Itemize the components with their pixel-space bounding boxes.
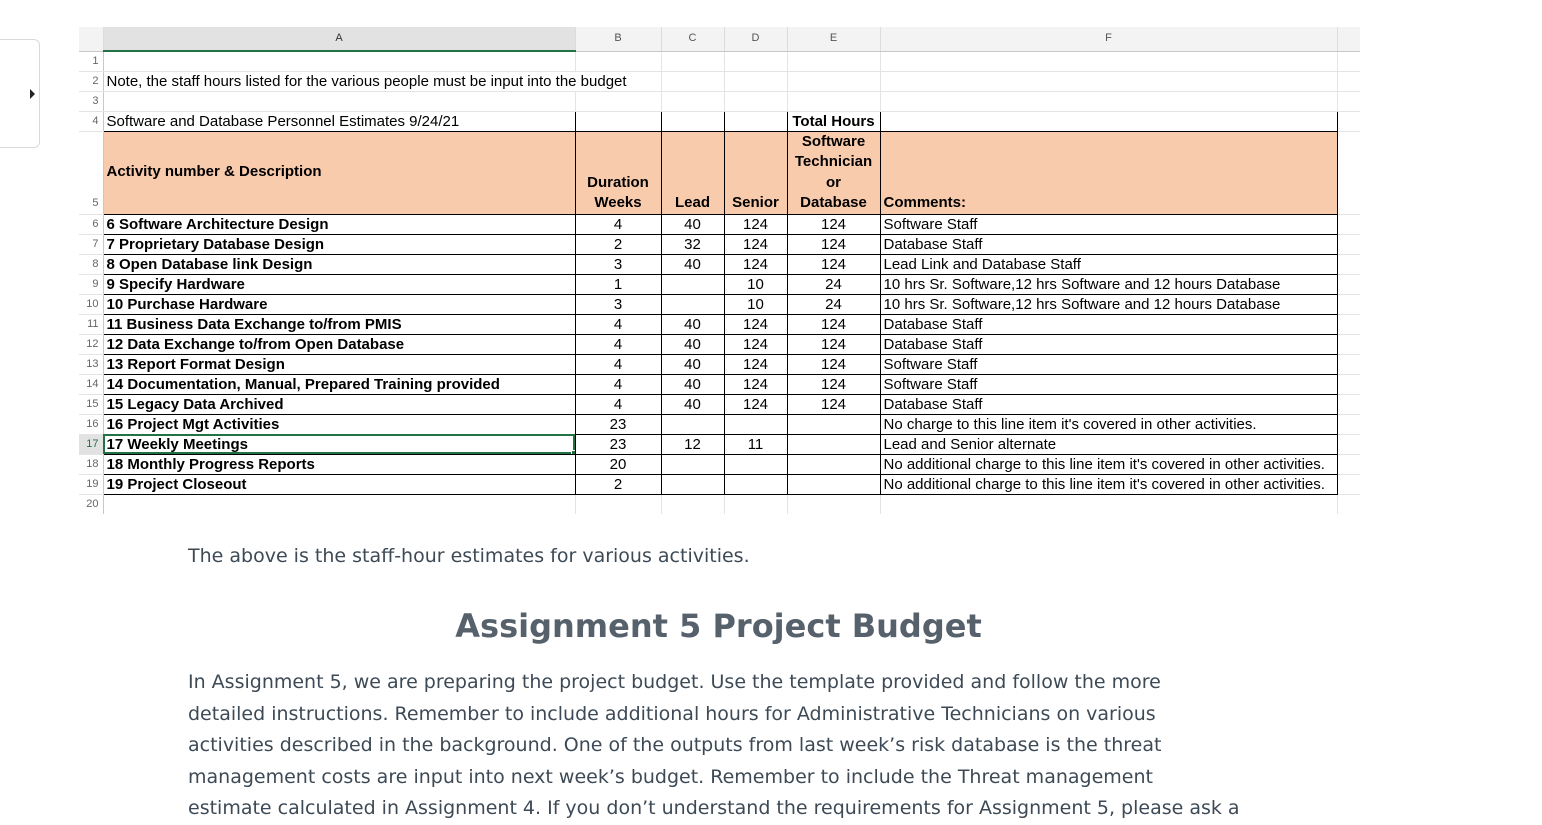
row-number[interactable]: 11 xyxy=(79,314,103,334)
instructions-paragraph xyxy=(188,667,1288,825)
row-number[interactable]: 3 xyxy=(79,91,103,111)
row-number[interactable]: 12 xyxy=(79,334,103,354)
column-header[interactable]: E xyxy=(787,27,880,51)
duration-cell[interactable]: 4 xyxy=(575,214,661,234)
senior-cell[interactable]: 124 xyxy=(724,254,787,274)
budget-note: Note, the staff hours listed for the various people must be input into the budget xyxy=(103,71,661,91)
duration-cell[interactable]: 2 xyxy=(575,234,661,254)
comment-cell[interactable]: 10 hrs Sr. Software,12 hrs Software and 12 hours Database xyxy=(880,274,1337,294)
table-row xyxy=(79,334,1360,354)
senior-cell[interactable]: 10 xyxy=(724,294,787,314)
lead-cell[interactable] xyxy=(661,294,724,314)
comment-cell[interactable]: Lead Link and Database Staff xyxy=(880,254,1337,274)
paragraph-line: management costs are input into next week’s budget. Remember to include the Threat management xyxy=(188,765,1153,788)
senior-cell[interactable]: 124 xyxy=(724,234,787,254)
comment-cell[interactable]: No charge to this line item it's covered in other activities. xyxy=(880,414,1337,434)
table-row xyxy=(79,234,1360,254)
table-row xyxy=(79,314,1360,334)
expand-arrow-icon xyxy=(30,89,35,99)
comment-cell[interactable]: 10 hrs Sr. Software,12 hrs Software and 12 hours Database xyxy=(880,294,1337,314)
activity-cell[interactable]: 16 Project Mgt Activities xyxy=(103,414,575,434)
comment-cell[interactable]: Database Staff xyxy=(880,314,1337,334)
technician-header: Software Technician or Database xyxy=(787,131,880,214)
table-row xyxy=(79,454,1360,474)
section-heading: Assignment 5 Project Budget xyxy=(455,607,982,645)
table-row xyxy=(79,274,1360,294)
column-header[interactable]: C xyxy=(661,27,724,51)
comment-cell[interactable]: Lead and Senior alternate xyxy=(880,434,1337,454)
lead-cell[interactable]: 40 xyxy=(661,354,724,374)
comment-cell[interactable]: Database Staff xyxy=(880,234,1337,254)
tech-cell[interactable]: 124 xyxy=(787,394,880,414)
lead-cell[interactable] xyxy=(661,274,724,294)
comment-cell[interactable]: Database Staff xyxy=(880,394,1337,414)
tech-cell[interactable]: 124 xyxy=(787,354,880,374)
paragraph-line: In Assignment 5, we are preparing the project budget. Use the template provided and follow the more xyxy=(188,671,1161,693)
row-number[interactable]: 5 xyxy=(79,131,103,214)
row-number[interactable]: 14 xyxy=(79,374,103,394)
comment-cell[interactable]: No additional charge to this line item it's covered in other activities. xyxy=(880,454,1337,474)
tech-cell[interactable]: 124 xyxy=(787,374,880,394)
comment-cell[interactable]: Database Staff xyxy=(880,334,1337,354)
table-row xyxy=(79,374,1360,394)
senior-cell[interactable]: 10 xyxy=(724,274,787,294)
table-row xyxy=(79,254,1360,274)
duration-cell[interactable]: 23 xyxy=(575,434,661,454)
comment-cell[interactable]: No additional charge to this line item it's covered in other activities. xyxy=(880,474,1337,494)
senior-cell[interactable]: 124 xyxy=(724,314,787,334)
row-number[interactable]: 4 xyxy=(79,111,103,131)
table-row xyxy=(79,394,1360,414)
table-row xyxy=(79,354,1360,374)
tech-cell[interactable] xyxy=(787,454,880,474)
row-number[interactable]: 8 xyxy=(79,254,103,274)
duration-cell[interactable]: 3 xyxy=(575,294,661,314)
column-header[interactable] xyxy=(1337,27,1360,51)
senior-cell[interactable]: 124 xyxy=(724,334,787,354)
lead-cell[interactable]: 40 xyxy=(661,314,724,334)
estimates-title: Software and Database Personnel Estimates 9/24/21 xyxy=(103,111,575,131)
activity-cell[interactable]: 15 Legacy Data Archived xyxy=(103,394,575,414)
column-header[interactable]: B xyxy=(575,27,661,51)
lead-cell[interactable] xyxy=(661,474,724,494)
tech-cell[interactable]: 124 xyxy=(787,214,880,234)
tech-cell[interactable]: 124 xyxy=(787,234,880,254)
duration-cell[interactable]: 1 xyxy=(575,274,661,294)
comment-cell[interactable]: Software Staff xyxy=(880,214,1337,234)
row-number[interactable]: 7 xyxy=(79,234,103,254)
table-row xyxy=(79,474,1360,494)
senior-cell[interactable]: 124 xyxy=(724,374,787,394)
lead-cell[interactable]: 40 xyxy=(661,254,724,274)
paragraph-line: detailed instructions. Remember to include additional hours for Administrative Technicians on various xyxy=(188,702,1156,725)
activity-cell[interactable]: 9 Specify Hardware xyxy=(103,274,575,294)
activity-cell[interactable]: 18 Monthly Progress Reports xyxy=(103,454,575,474)
tech-cell[interactable]: 24 xyxy=(787,274,880,294)
senior-cell[interactable]: 124 xyxy=(724,354,787,374)
senior-header: Senior xyxy=(724,131,787,214)
senior-cell[interactable]: 124 xyxy=(724,394,787,414)
table-row xyxy=(79,414,1360,434)
activity-cell[interactable]: 13 Report Format Design xyxy=(103,354,575,374)
tech-cell[interactable] xyxy=(787,434,880,454)
activity-cell[interactable]: 8 Open Database link Design xyxy=(103,254,575,274)
activity-cell[interactable]: 7 Proprietary Database Design xyxy=(103,234,575,254)
lead-header: Lead xyxy=(661,131,724,214)
activity-cell-selected[interactable]: 17 Weekly Meetings xyxy=(103,434,575,454)
row-number[interactable]: 19 xyxy=(79,474,103,494)
duration-header: Duration Weeks xyxy=(575,131,661,214)
spreadsheet-screenshot xyxy=(79,27,1360,524)
duration-cell[interactable]: 4 xyxy=(575,394,661,414)
row-number[interactable]: 2 xyxy=(79,71,103,91)
senior-cell[interactable] xyxy=(724,454,787,474)
duration-cell[interactable]: 20 xyxy=(575,454,661,474)
column-header[interactable]: F xyxy=(880,27,1337,51)
tech-cell[interactable]: 124 xyxy=(787,254,880,274)
duration-cell[interactable]: 4 xyxy=(575,314,661,334)
table-row xyxy=(79,214,1360,234)
senior-cell[interactable] xyxy=(724,474,787,494)
table-header-row xyxy=(79,131,1360,214)
row-number[interactable]: 10 xyxy=(79,294,103,314)
row-number[interactable]: 1 xyxy=(79,51,103,71)
activity-cell[interactable]: 12 Data Exchange to/from Open Database xyxy=(103,334,575,354)
lead-cell[interactable]: 40 xyxy=(661,394,724,414)
comment-cell[interactable]: Software Staff xyxy=(880,354,1337,374)
column-header-row xyxy=(79,27,1360,51)
lead-cell[interactable]: 40 xyxy=(661,214,724,234)
tech-cell[interactable] xyxy=(787,474,880,494)
row-number[interactable]: 13 xyxy=(79,354,103,374)
activity-cell[interactable]: 10 Purchase Hardware xyxy=(103,294,575,314)
lead-cell[interactable] xyxy=(661,454,724,474)
lead-cell[interactable]: 32 xyxy=(661,234,724,254)
comments-header: Comments: xyxy=(880,131,1337,214)
column-header[interactable]: A xyxy=(103,27,575,51)
row-number[interactable]: 18 xyxy=(79,454,103,474)
duration-cell[interactable]: 4 xyxy=(575,374,661,394)
sidebar-toggle[interactable] xyxy=(0,39,40,148)
table-row xyxy=(79,294,1360,314)
estimates-table xyxy=(79,27,1360,514)
row-number[interactable]: 9 xyxy=(79,274,103,294)
tech-cell[interactable]: 124 xyxy=(787,314,880,334)
lead-cell[interactable]: 12 xyxy=(661,434,724,454)
lead-cell[interactable]: 40 xyxy=(661,334,724,354)
column-header[interactable]: D xyxy=(724,27,787,51)
comment-cell[interactable]: Software Staff xyxy=(880,374,1337,394)
activity-header: Activity number & Description xyxy=(103,131,575,214)
row-number[interactable]: 17 xyxy=(79,434,103,454)
duration-cell[interactable]: 3 xyxy=(575,254,661,274)
row-number[interactable]: 15 xyxy=(79,394,103,414)
duration-cell[interactable]: 23 xyxy=(575,414,661,434)
total-hours-label: Total Hours xyxy=(787,111,880,131)
table-caption: The above is the staff-hour estimates for various activities. xyxy=(188,545,750,567)
senior-cell[interactable] xyxy=(724,414,787,434)
row-number[interactable]: 6 xyxy=(79,214,103,234)
senior-cell[interactable]: 11 xyxy=(724,434,787,454)
lead-cell[interactable] xyxy=(661,414,724,434)
tech-cell[interactable] xyxy=(787,414,880,434)
tech-cell[interactable]: 24 xyxy=(787,294,880,314)
activity-cell[interactable]: 6 Software Architecture Design xyxy=(103,214,575,234)
paragraph-line: estimate calculated in Assignment 4. If you don’t understand the requirements for Assignment 5, please ask a xyxy=(188,797,1240,819)
activity-cell[interactable]: 19 Project Closeout xyxy=(103,474,575,494)
duration-cell[interactable]: 2 xyxy=(575,474,661,494)
senior-cell[interactable]: 124 xyxy=(724,214,787,234)
activity-cell[interactable]: 11 Business Data Exchange to/from PMIS xyxy=(103,314,575,334)
duration-cell[interactable]: 4 xyxy=(575,354,661,374)
table-row xyxy=(79,434,1360,454)
tech-cell[interactable]: 124 xyxy=(787,334,880,354)
lead-cell[interactable]: 40 xyxy=(661,374,724,394)
paragraph-line: activities described in the background. One of the outputs from last week’s risk database is the threat xyxy=(188,734,1162,756)
select-all-corner[interactable] xyxy=(79,27,103,51)
row-number[interactable]: 16 xyxy=(79,414,103,434)
activity-cell[interactable]: 14 Documentation, Manual, Prepared Training provided xyxy=(103,374,575,394)
duration-cell[interactable]: 4 xyxy=(575,334,661,354)
row-number[interactable]: 20 xyxy=(79,494,103,514)
